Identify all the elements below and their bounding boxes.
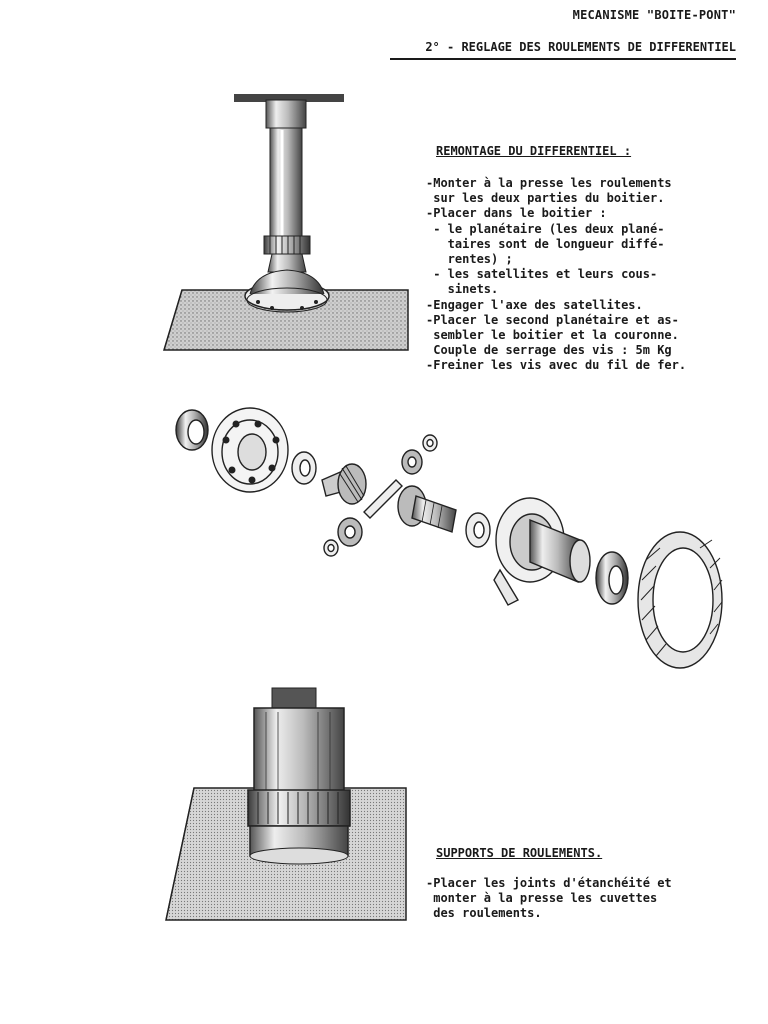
instruction-line: Couple de serrage des vis : 5m Kg xyxy=(426,343,672,358)
instruction-line: - le planétaire (les deux plané- xyxy=(426,221,665,236)
remontage-instructions xyxy=(426,176,686,374)
instruction-line: sembler le boitier et la couronne. xyxy=(426,328,679,343)
instruction-line: -Engager l'axe des satellites. xyxy=(426,297,643,312)
supports-instructions xyxy=(426,876,672,922)
press-cups-illustration xyxy=(166,688,406,920)
instruction-line: sur les deux parties du boitier. xyxy=(426,191,665,206)
instruction-line: - les satellites et leurs cous- xyxy=(426,267,658,282)
instruction-line: -Placer les joints d'étanchéité et xyxy=(426,876,672,890)
instruction-line: -Freiner les vis avec du fil de fer. xyxy=(426,358,687,373)
instruction-line: rentes) ; xyxy=(426,252,513,267)
instruction-line: sinets. xyxy=(426,282,499,297)
page-header-title: MECANISME "BOITE-PONT" xyxy=(572,8,736,22)
instruction-line: -Monter à la presse les roulements xyxy=(426,176,672,190)
supports-heading: SUPPORTS DE ROULEMENTS. xyxy=(436,846,603,860)
instruction-line: monter à la presse les cuvettes xyxy=(426,891,658,906)
section-title: 2° - REGLAGE DES ROULEMENTS DE DIFFERENTIEL xyxy=(425,40,736,54)
exploded-differential-illustration xyxy=(176,408,722,668)
press-bearing-illustration xyxy=(164,94,408,350)
instruction-line: -Placer le second planétaire et as- xyxy=(426,312,679,327)
remontage-heading: REMONTAGE DU DIFFERENTIEL : xyxy=(436,144,632,158)
instruction-line: taires sont de longueur diffé- xyxy=(426,236,665,251)
instruction-line: -Placer dans le boitier : xyxy=(426,206,607,221)
instruction-line: des roulements. xyxy=(426,906,542,921)
